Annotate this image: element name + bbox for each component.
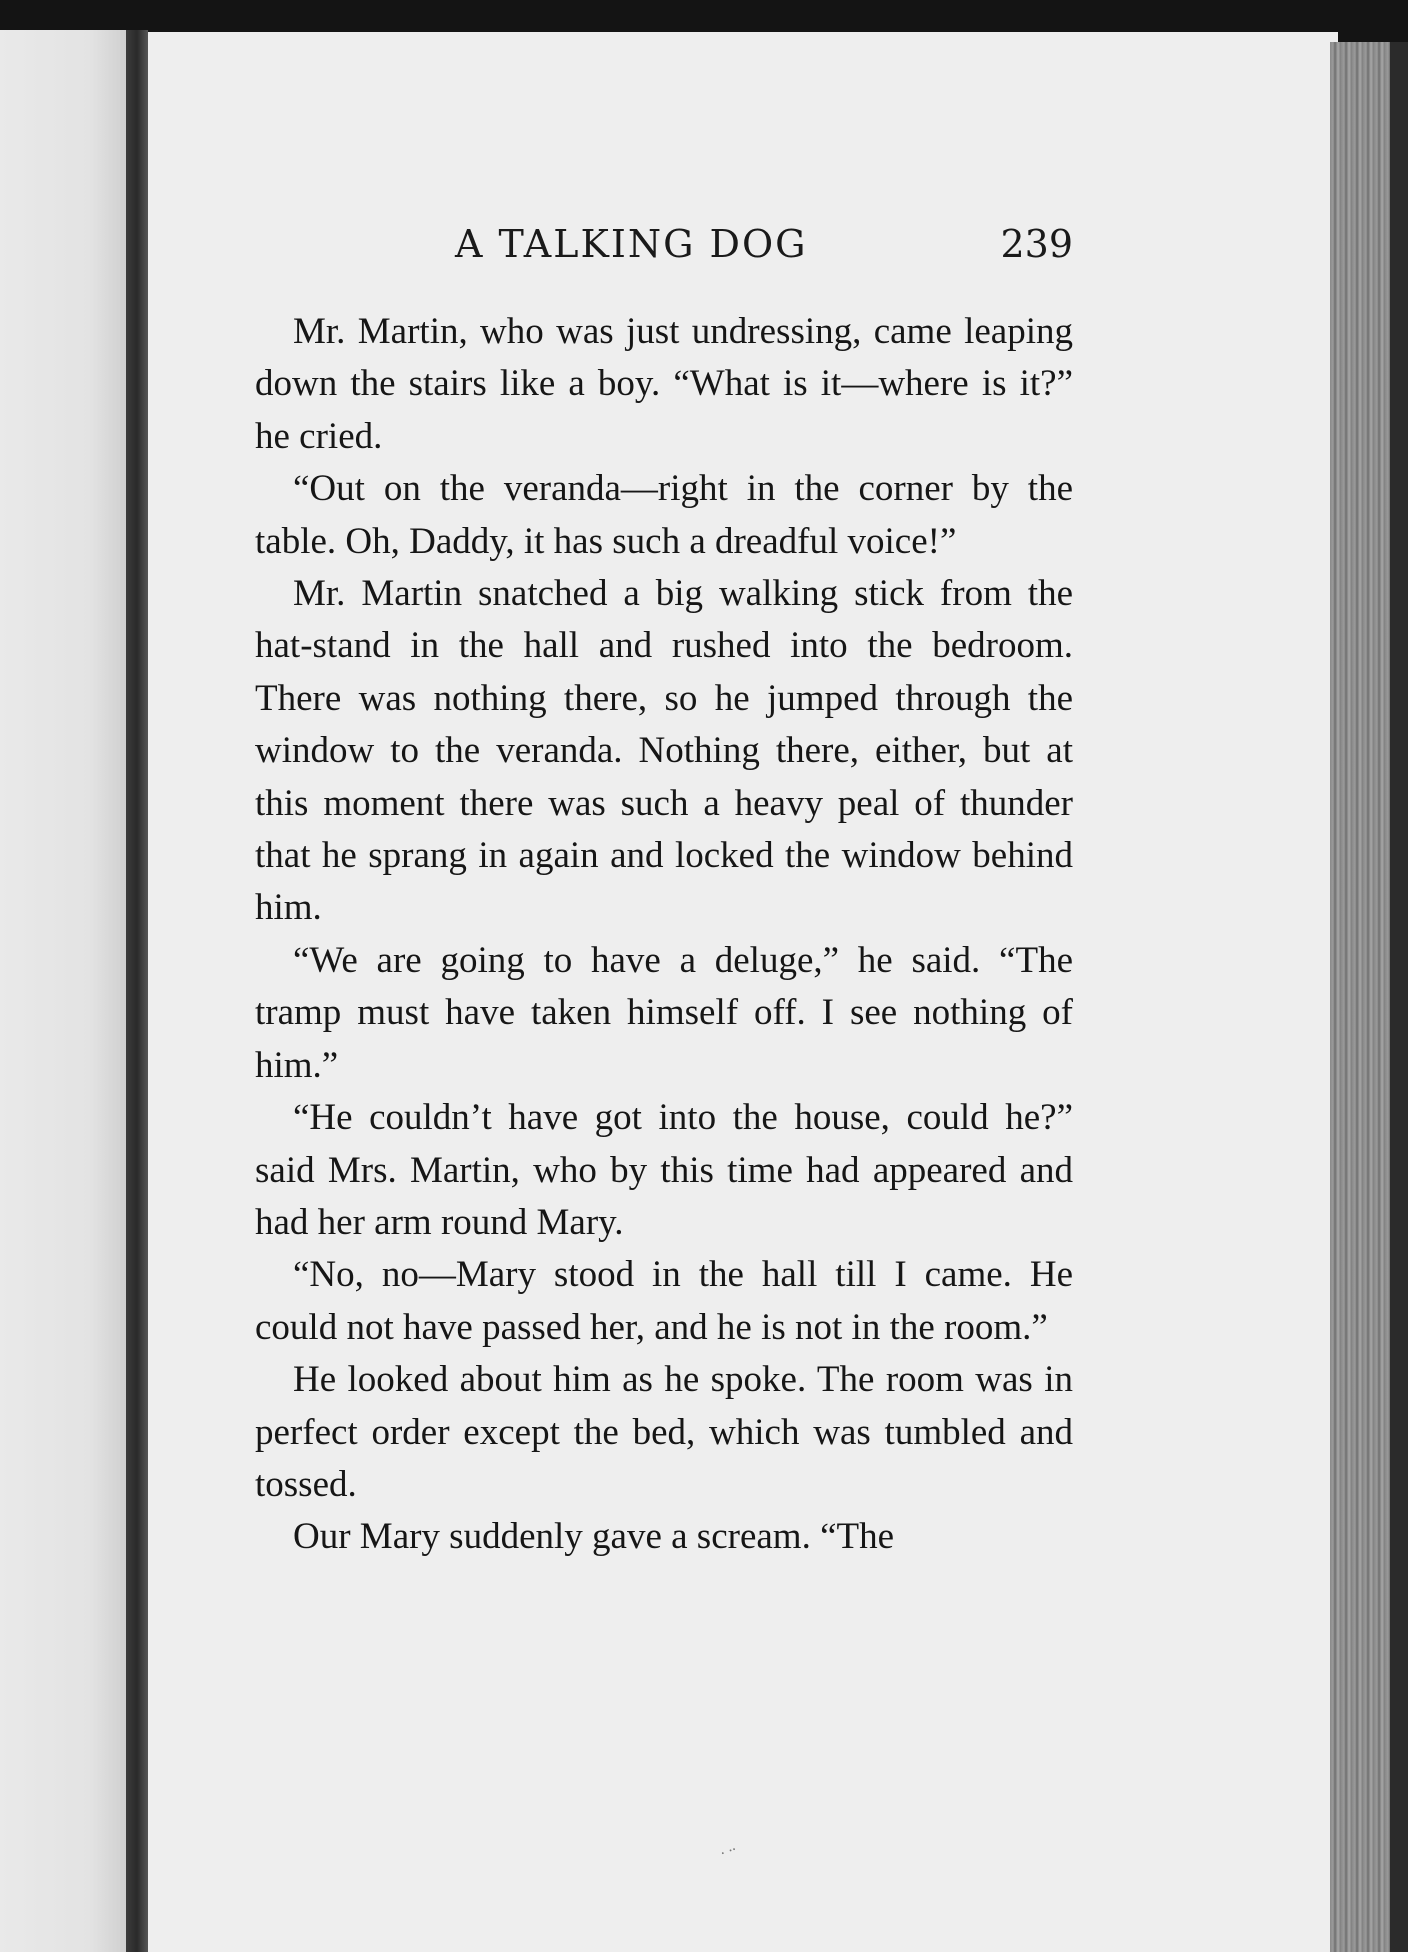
paragraph: Our Mary suddenly gave a scream. “The bbox=[293, 1516, 895, 1558]
running-head bbox=[255, 222, 1073, 282]
book-gutter bbox=[126, 30, 148, 1952]
page-number: 239 bbox=[1000, 222, 1073, 266]
paragraph: He looked about him as he spoke. The room was in perfect order except the bed, which was tumbled and tossed. bbox=[255, 1359, 1073, 1505]
paragraph: Mr. Martin snatched a big walking stick from the hat-stand in the hall and rushed into the bedroom. There was nothing there, so he jumped through the window to the veranda. Nothing there, either, but at this moment there was such a heavy peal of thunder that he sprang in again and locked the window behind him. bbox=[255, 573, 1073, 929]
paragraph: “He couldn’t have got into the house, could he?” said Mrs. Martin, who by this time had appeared and had her arm round Mary. bbox=[255, 1097, 1073, 1243]
body-text bbox=[255, 306, 1073, 1564]
paragraph: “We are going to have a deluge,” he said. “The tramp must have taken himself off. I see nothing of him.” bbox=[255, 939, 1073, 1086]
paragraph: Mr. Martin, who was just undressing, came leaping down the stairs like a boy. “What is it—where is it?” he cried. bbox=[255, 311, 1073, 457]
chapter-title: A TALKING DOG bbox=[455, 222, 808, 266]
paragraph: “Out on the veranda—right in the corner by the table. Oh, Daddy, it has such a dreadful voice!” bbox=[255, 468, 1073, 562]
paragraph: “No, no—Mary stood in the hall till I came. He could not have passed her, and he is not in the room.” bbox=[255, 1254, 1073, 1348]
facing-page-edge bbox=[0, 30, 128, 1952]
ink-speck: ⸳ ⸳⸳ bbox=[717, 1839, 739, 1861]
page-stack-edge bbox=[1330, 42, 1408, 1952]
